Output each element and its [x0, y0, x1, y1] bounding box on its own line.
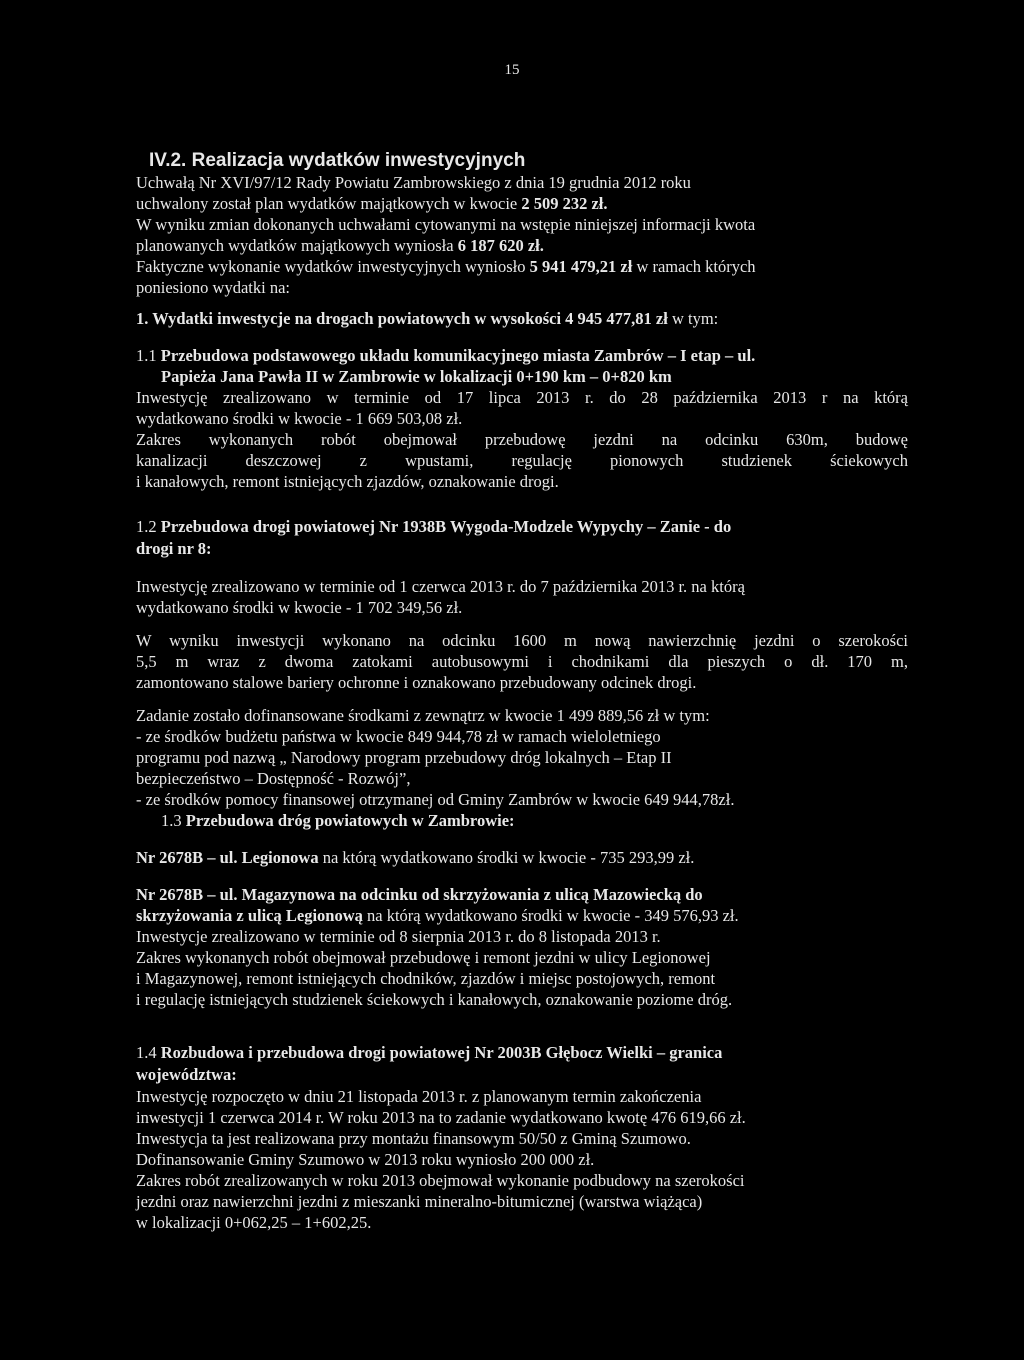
item-text: Nr 2678B – ul. Magazynowa na odcinku od skrzyżowania z ulicą Mazowiecką do	[136, 885, 703, 904]
section-1-title: 1. Wydatki inwestycje na drogach powiatowych w wysokości 4 945 477,81 zł w tym:	[136, 309, 719, 328]
item-title: 1.4 Rozbudowa i przebudowa drogi powiatowej Nr 2003B Głębocz Wielki – granica	[136, 1043, 723, 1062]
item-text: i Magazynowej, remont istniejących chodników, zjazdów i miejsc postojowych, remont	[136, 969, 716, 988]
item-text: Nr 2678B – ul. Legionowa na którą wydatkowano środki w kwocie - 735 293,99 zł.	[136, 848, 695, 867]
intro-line: uchwalony został plan wydatków majątkowych w kwocie 2 509 232 zł.	[136, 194, 608, 213]
item-text: Inwestycję rozpoczęto w dniu 21 listopada 2013 r. z planowanym termin zakończenia	[136, 1087, 702, 1106]
item-text: i kanałowych, remont istniejących zjazdów, oznakowanie drogi.	[136, 472, 559, 491]
item-text: bezpieczeństwo – Dostępność - Rozwój”,	[136, 769, 411, 788]
item-title: 1.2 Przebudowa drogi powiatowej Nr 1938B Wygoda-Modzele Wypychy – Zanie - do	[136, 517, 732, 536]
section-heading: IV.2. Realizacja wydatków inwestycyjnych	[149, 150, 526, 171]
item-1-3	[136, 810, 908, 1010]
intro-line: planowanych wydatków majątkowych wyniosła 6 187 620 zł.	[136, 236, 544, 255]
item-title: Papieża Jana Pawła II w Zambrowie w lokalizacji 0+190 km – 0+820 km	[161, 367, 672, 386]
page-number: 15	[504, 62, 520, 78]
item-text: skrzyżowania z ulicą Legionową na którą wydatkowano środki w kwocie - 349 576,93 zł.	[136, 906, 739, 925]
executed-amount: 5 941 479,21 zł	[529, 257, 633, 276]
item-title: drogi nr 8:	[136, 539, 212, 558]
document-body	[136, 150, 908, 1233]
intro-line: poniesiono wydatki na:	[136, 278, 290, 297]
item-text: jezdni oraz nawierzchni jezdni z mieszanki mineralno-bitumicznej (warstwa wiążąca)	[136, 1192, 703, 1211]
item-text: Inwestycja ta jest realizowana przy montażu finansowym 50/50 z Gminą Szumowo.	[136, 1129, 691, 1148]
revised-amount: 6 187 620 zł.	[457, 236, 544, 255]
item-text: kanalizacji deszczowej z wpustami, regulację pionowych studzienek ściekowych	[136, 451, 908, 470]
item-1-1	[136, 345, 908, 492]
item-text: Zadanie zostało dofinansowane środkami z zewnątrz w kwocie 1 499 889,56 zł w tym:	[136, 706, 710, 725]
item-1-4	[136, 1042, 908, 1233]
item-text: 5,5 m wraz z dwoma zatokami autobusowymi i chodnikami dla pieszych o dł. 170 m,	[136, 652, 908, 671]
item-title: 1.3 Przebudowa dróg powiatowych w Zambrowie:	[161, 811, 515, 830]
item-text: zamontowano stalowe bariery ochronne i oznakowano przebudowany odcinek drogi.	[136, 673, 697, 692]
item-text: i regulację istniejących studzienek ściekowych i kanałowych, oznakowanie poziome dróg.	[136, 990, 733, 1009]
intro-line: W wyniku zmian dokonanych uchwałami cytowanymi na wstępie niniejszej informacji kwota	[136, 215, 756, 234]
item-text: - ze środków pomocy finansowej otrzymanej od Gminy Zambrów w kwocie 649 944,78zł.	[136, 790, 735, 809]
item-text: Zakres wykonanych robót obejmował przebudowę jezdni na odcinku 630m, budowę	[136, 430, 908, 449]
intro-line: Uchwałą Nr XVI/97/12 Rady Powiatu Zambrowskiego z dnia 19 grudnia 2012 roku	[136, 173, 691, 192]
item-title: 1.1 Przebudowa podstawowego układu komunikacyjnego miasta Zambrów – I etap – ul.	[136, 346, 756, 365]
planned-amount: 2 509 232 zł.	[521, 194, 608, 213]
item-text: wydatkowano środki w kwocie - 1 702 349,56 zł.	[136, 598, 463, 617]
item-text: wydatkowano środki w kwocie - 1 669 503,08 zł.	[136, 409, 463, 428]
item-title: województwa:	[136, 1065, 237, 1084]
item-text: Zakres wykonanych robót obejmował przebudowę i remont jezdni w ulicy Legionowej	[136, 948, 711, 967]
item-text: Dofinansowanie Gminy Szumowo w 2013 roku wyniosło 200 000 zł.	[136, 1150, 595, 1169]
item-text: Inwestycje zrealizowano w terminie od 8 sierpnia 2013 r. do 8 listopada 2013 r.	[136, 927, 661, 946]
item-funding	[136, 705, 908, 810]
item-1-2	[136, 516, 908, 810]
intro-paragraph	[136, 172, 908, 298]
item-text: Inwestycję zrealizowano w terminie od 17 lipca 2013 r. do 28 października 2013 r na którą	[136, 388, 908, 407]
item-text: programu pod nazwą „ Narodowy program przebudowy dróg lokalnych – Etap II	[136, 748, 672, 767]
item-text: W wyniku inwestycji wykonano na odcinku 1600 m nową nawierzchnię jezdni o szerokości	[136, 631, 908, 650]
item-text: Inwestycję zrealizowano w terminie od 1 czerwca 2013 r. do 7 października 2013 r. na którą	[136, 577, 745, 596]
item-realization	[136, 576, 908, 618]
intro-line: Faktyczne wykonanie wydatków inwestycyjnych wyniosło 5 941 479,21 zł w ramach których	[136, 257, 756, 276]
item-scope	[136, 630, 908, 693]
item-text: - ze środków budżetu państwa w kwocie 849 944,78 zł w ramach wieloletniego	[136, 727, 661, 746]
item-text: Zakres robót zrealizowanych w roku 2013 obejmował wykonanie podbudowy na szerokości	[136, 1171, 745, 1190]
item-text: inwestycji 1 czerwca 2014 r. W roku 2013 na to zadanie wydatkowano kwotę 476 619,66 zł.	[136, 1108, 746, 1127]
item-text: w lokalizacji 0+062,25 – 1+602,25.	[136, 1213, 372, 1232]
